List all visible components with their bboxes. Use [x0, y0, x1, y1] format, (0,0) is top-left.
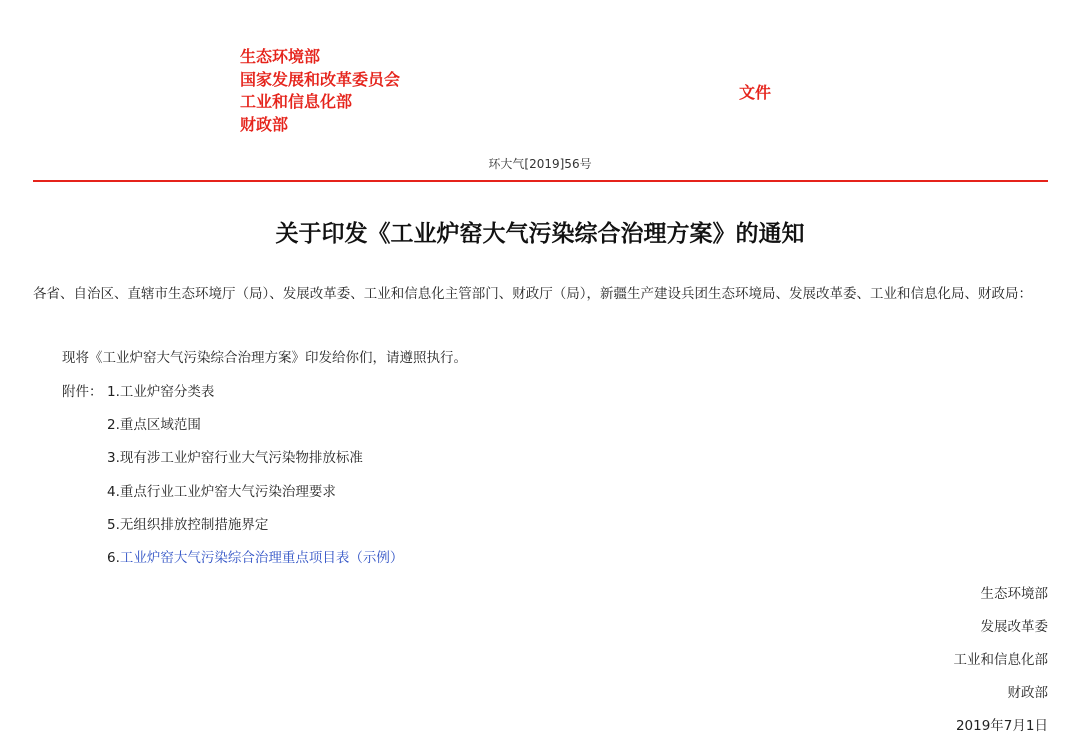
- page-title: 关于印发《工业炉窑大气污染综合治理方案》的通知: [275, 221, 805, 247]
- attachment-item: 3.现有涉工业炉窑行业大气污染物排放标准: [107, 450, 363, 466]
- addressees: 各省、自治区、直辖市生态环境厅（局）、发展改革委、工业和信息化主管部门、财政厅（局），新疆生产建设兵团生态环境局、发展改革委、工业和信息化局、财政局：: [33, 286, 1032, 302]
- attachments-label: 附件：: [62, 384, 103, 400]
- header-org: 国家发展和改革委员会: [240, 69, 401, 89]
- signing-date: 2019年7月1日: [955, 718, 1048, 734]
- attachment-item: 4.重点行业工业炉窑大气污染治理要求: [107, 484, 336, 500]
- attachment-item: 5.无组织排放控制措施界定: [107, 517, 269, 533]
- signer: 工业和信息化部: [953, 652, 1048, 668]
- intro-paragraph: 现将《工业炉窑大气污染综合治理方案》印发给你们，请遵照执行。: [62, 350, 467, 366]
- header-org: 生态环境部: [240, 47, 321, 66]
- signer: 发展改革委: [980, 619, 1048, 635]
- header-org: 财政部: [240, 114, 289, 134]
- attachment-link[interactable]: 工业炉窑大气污染综合治理重点项目表（示例）: [119, 550, 404, 566]
- signers: [954, 578, 1049, 743]
- attachment-link-prefix: 6.: [107, 550, 120, 566]
- signer: 生态环境部: [980, 586, 1048, 602]
- header-org: 工业和信息化部: [240, 92, 353, 111]
- red-divider: [33, 180, 1048, 182]
- header-file-label: 文件: [739, 83, 772, 102]
- signer: 财政部: [1007, 685, 1048, 701]
- attachment-item-link-row: [107, 546, 403, 566]
- document-number: 环大气[2019]56号: [488, 157, 592, 171]
- header-org-list: [240, 46, 400, 136]
- attachment-item: 1.工业炉窑分类表: [107, 384, 215, 400]
- attachment-item: 2.重点区域范围: [107, 417, 201, 433]
